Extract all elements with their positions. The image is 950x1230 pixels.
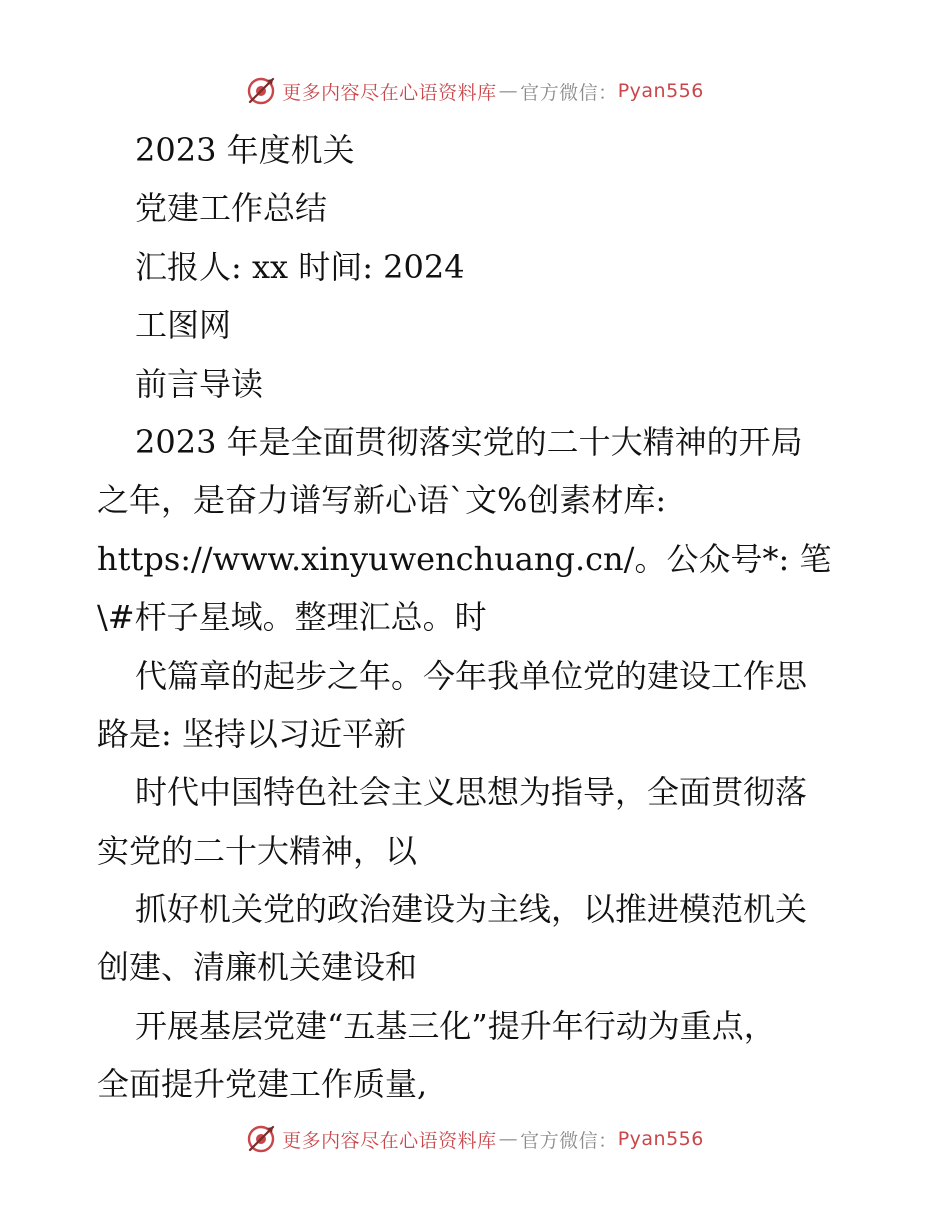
doc-line: 党建工作总结 (135, 189, 328, 228)
watermark-wechat-label: 官方微信： (520, 81, 618, 104)
doc-line: 之年，是奋力谱写新心语`文%创素材库: (97, 481, 667, 520)
quill-logo-icon (246, 76, 276, 106)
doc-line: \#杆子星域。整理汇总。时 (97, 598, 487, 637)
doc-line: 前言导读 (135, 364, 264, 403)
doc-line: 开展基层党建“五基三化”提升年行动为重点， (135, 1006, 776, 1045)
doc-line: 工图网 (135, 306, 232, 345)
doc-line: 2023 年是全面贯彻落实党的二十大精神的开局 (135, 422, 803, 461)
header-watermark (0, 71, 950, 111)
watermark-text: 更多内容尽在心语资料库 (282, 81, 497, 104)
doc-line: 代篇章的起步之年。今年我单位党的建设工作思 (135, 656, 808, 695)
doc-line: https://www.xinyuwenchuang.cn/。公众号*: 笔 (97, 539, 832, 578)
watermark-wechat-id: Pyan556 (617, 1128, 704, 1150)
doc-line: 全面提升党建工作质量, (97, 1065, 428, 1104)
watermark-dash: — (498, 80, 519, 102)
doc-line: 时代中国特色社会主义思想为指导，全面贯彻落 (135, 773, 808, 812)
quill-logo-icon (246, 1124, 276, 1154)
doc-line: 创建、清廉机关建设和 (97, 948, 418, 987)
watermark-wechat-label: 官方微信： (520, 1129, 618, 1152)
watermark-dash: — (498, 1128, 519, 1150)
doc-line: 路是: 坚持以习近平新 (97, 714, 406, 753)
document-body (97, 121, 867, 1114)
watermark-wechat-id: Pyan556 (617, 80, 704, 102)
doc-line: 抓好机关党的政治建设为主线，以推进模范机关 (135, 890, 808, 929)
footer-watermark (0, 1119, 950, 1159)
doc-line: 实党的二十大精神，以 (97, 831, 418, 870)
watermark-text: 更多内容尽在心语资料库 (282, 1129, 497, 1152)
doc-line: 汇报人: xx 时间: 2024 (135, 247, 465, 286)
doc-line: 2023 年度机关 (135, 131, 355, 169)
